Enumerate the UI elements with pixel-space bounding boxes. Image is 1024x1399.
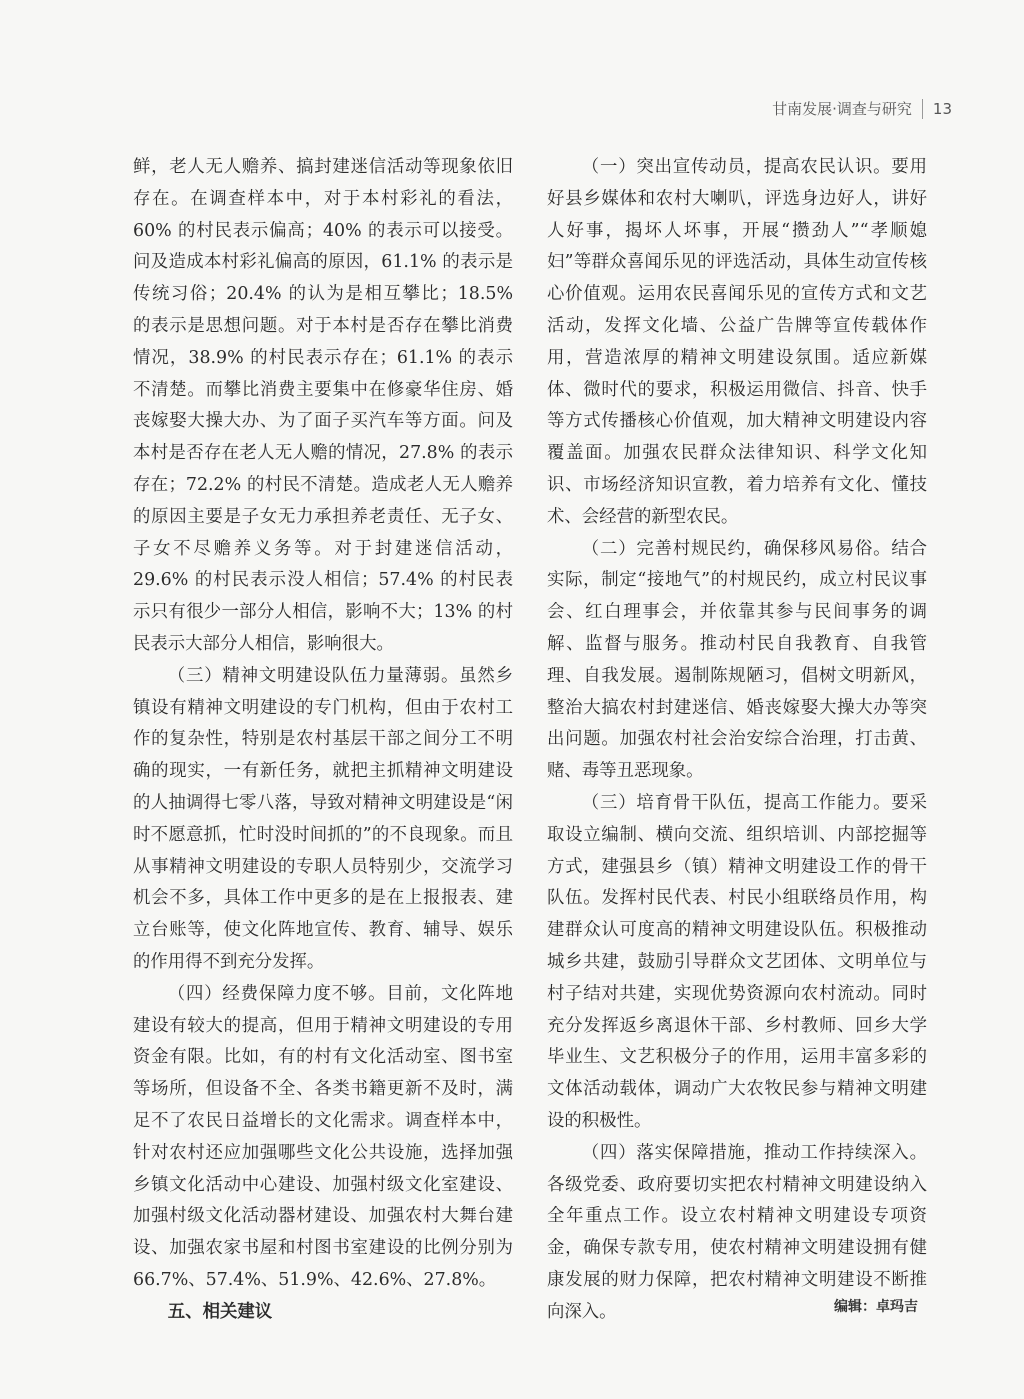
paragraph: （四）经费保障力度不够。目前，文化阵地建设有较大的提高，但用于精神文明建设的专用资金有限。比如，有的村有文化活动室、图书室等场所，但设备不全、各类书籍更新不及时，满足不了农民日益增长的文化需求。调查样本中，针对农村还应加强哪些文化公共设施，选择加强乡镇文化活动中心建设、加强村级文化室建设、加强村级文化活动器材建设、加强农村大舞台建设、加强农家书屋和村图书室建设的比例分别为 66.7%、57.4%、51.9%、42.6%、27.8%。 (133, 983, 513, 1290)
paragraph: （四）落实保障措施，推动工作持续深入。各级党委、政府要切实把农村精神文明建设纳入全年重点工作。设立农村精神文明建设专项资金，确保专款专用，使农村精神文明建设拥有健康发展的财力保障，把农村精神文明建设不断推向深入。 (547, 1142, 927, 1322)
journal-title: 甘南发展·调查与研究 (772, 100, 912, 118)
paragraph: （三）培育骨干队伍，提高工作能力。要采取设立编制、横向交流、组织培训、内部挖掘等方式，建强县乡（镇）精神文明建设工作的骨干队伍。发挥村民代表、村民小组联络员作用，构建群众认可度高的精神文明建设队伍。积极推动城乡共建，鼓励引导群众文艺团体、文明单位与村子结对共建，实现优势资源向农村流动。同时充分发挥返乡离退休干部、乡村教师、回乡大学毕业生、文艺积极分子的作用，运用丰富多彩的文体活动载体，调动广大农牧民参与精神文明建设的积极性。 (547, 792, 927, 1131)
paragraph: （二）完善村规民约，确保移风易俗。结合实际，制定“接地气”的村规民约，成立村民议事会、红白理事会，并依靠其参与民间事务的调解、监督与服务。推动村民自我教育、自我管理、自我发展。遏制陈规陋习，倡树文明新风，整治大搞农村封建迷信、婚丧嫁娶大操大办等突出问题。加强农村社会治安综合治理，打击黄、赌、毒等丑恶现象。 (547, 538, 927, 782)
header-divider (922, 99, 923, 119)
page-number: 13 (932, 99, 952, 118)
paragraph: 鲜，老人无人赡养、搞封建迷信活动等现象依旧存在。在调查样本中，对于本村彩礼的看法，60% 的村民表示偏高；40% 的表示可以接受。问及造成本村彩礼偏高的原因，61.1% 的表示是传统习俗；20.4% 的认为是相互攀比；18.5% 的表示是思想问题。对于本村是否存在攀比消费情况，38.9% 的村民表示存在；61.1% 的表示不清楚。而攀比消费主要集中在修豪华住房、婚丧嫁娶大操大办、为了面子买汽车等方面。问及本村是否存在老人无人赡的情况，27.8% 的表示存在；72.2% 的村民不清楚。造成老人无人赡养的原因主要是子女无力承担养老责任、无子女、子女不尽赡养义务等。对于封建迷信活动，29.6% 的村民表示没人相信；57.4% 的村民表示只有很少一部分人相信，影响不大；13% 的村民表示大部分人相信，影响很大。 (133, 157, 513, 654)
section-heading: 五、相关建议 (167, 1301, 273, 1322)
right-column (547, 152, 927, 1328)
paragraph: （三）精神文明建设队伍力量薄弱。虽然乡镇设有精神文明建设的专门机构，但由于农村工作的复杂性，特别是农村基层干部之间分工不明确的现实，一有新任务，就把主抓精神文明建设的人抽调得七零八落，导致对精神文明建设是“闲时不愿意抓，忙时没时间抓的”的不良现象。而且从事精神文明建设的专职人员特别少，交流学习机会不多，具体工作中更多的是在上报报表、建立台账等，使文化阵地宣传、教育、辅导、娱乐的作用得不到充分发挥。 (133, 665, 513, 972)
editor-credit: 编辑：卓玛吉 (834, 1299, 918, 1315)
running-header (772, 98, 952, 119)
paragraph: （一）突出宣传动员，提高农民认识。要用好县乡媒体和农村大喇叭，评选身边好人，讲好人好事，揭坏人坏事，开展“攒劲人”“孝顺媳妇”等群众喜闻乐见的评选活动，具体生动宣传核心价值观。运用农民喜闻乐见的宣传方式和文艺活动，发挥文化墙、公益广告牌等宣传载体作用，营造浓厚的精神文明建设氛围。适应新媒体、微时代的要求，积极运用微信、抖音、快手等方式传播核心价值观，加大精神文明建设内容覆盖面。加强农民群众法律知识、科学文化知识、市场经济知识宣教，着力培养有文化、懂技术、会经营的新型农民。 (547, 157, 927, 527)
left-column (133, 152, 513, 1328)
